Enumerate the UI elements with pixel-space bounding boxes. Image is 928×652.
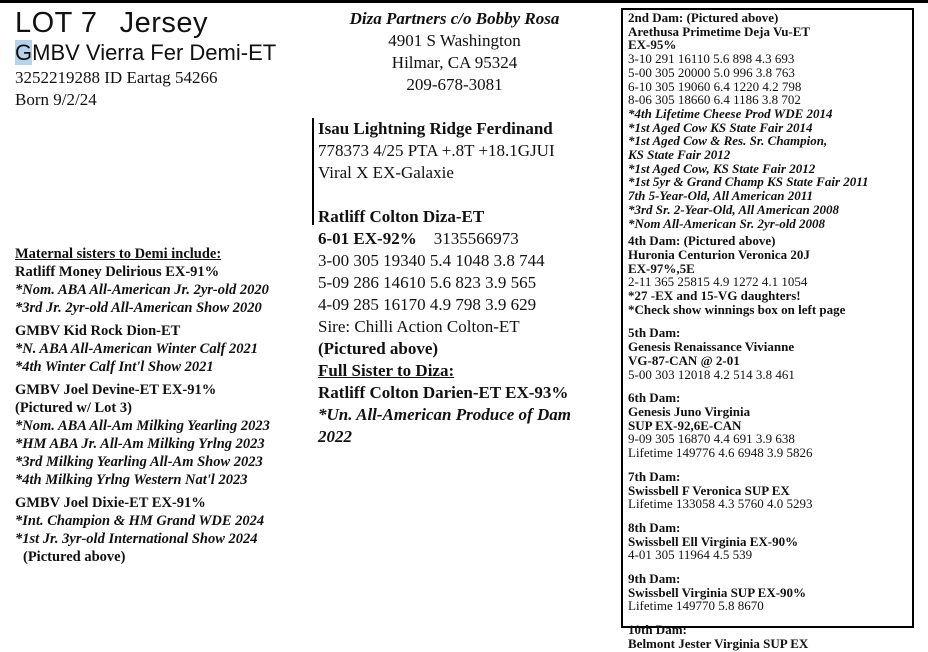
dam2-class: EX-95%: [628, 37, 677, 53]
sister-note: *Int. Champion & HM Grand WDE 2024: [15, 513, 265, 529]
sister-note: *1st Jr. 3yr-old International Show 2024: [15, 531, 258, 547]
dam7-name: Swissbell F Veronica SUP EX: [628, 482, 790, 498]
owner-phone: 209-678-3081: [406, 75, 503, 94]
animal-name: GMBV Vierra Fer Demi-ET: [15, 40, 277, 65]
owner-street: 4901 S Washington: [388, 31, 521, 50]
sister-note: *HM ABA Jr. All-Am Milking Yrlng 2023: [15, 436, 265, 452]
dam5-heading: 5th Dam:: [628, 325, 681, 341]
lot-label: LOT 7: [15, 7, 98, 39]
full-sister-note: 2022: [318, 427, 352, 446]
dam2-record: 5-00 305 20000 5.0 996 3.8 763: [628, 64, 795, 80]
dam9-name: Swissbell Virginia SUP EX-90%: [628, 584, 807, 600]
dam-name: Ratliff Colton Diza-ET: [318, 207, 485, 226]
ancestry-list: [628, 11, 869, 651]
dam4-record: 2-11 365 25815 4.9 1272 4.1 1054: [628, 274, 808, 290]
breed-label: Jersey: [119, 7, 208, 39]
dam5-record: 5-00 303 12018 4.2 514 3.8 461: [628, 366, 795, 382]
sister-note: *3rd Milking Yearling All-Am Show 2023: [15, 454, 263, 470]
dam5-class: VG-87-CAN @ 2-01: [628, 352, 740, 368]
dam2-note: *3rd Sr. 2-Year-Old, All American 2008: [628, 201, 840, 217]
dam10-name: Belmont Jester Virginia SUP EX: [628, 635, 809, 651]
sire-block: [318, 118, 555, 184]
dam2-note: *1st 5yr & Grand Champ KS State Fair 2011: [628, 174, 869, 190]
dam2-record: 8-06 305 18660 6.4 1186 3.8 702: [628, 92, 801, 108]
dam2-record: 3-10 291 16110 5.6 898 4.3 693: [628, 51, 795, 67]
top-rule: [0, 0, 928, 3]
dam-sire: Sire: Chilli Action Colton-ET: [318, 317, 520, 336]
dam8-heading: 8th Dam:: [628, 519, 681, 535]
sister-name: GMBV Joel Devine-ET EX-91%: [15, 382, 217, 398]
full-sister-name: Ratliff Colton Darien-ET EX-93%: [318, 383, 569, 402]
dam6-name: Genesis Juno Virginia: [628, 403, 751, 419]
dam-block: [318, 206, 571, 448]
birth-date: Born 9/2/24: [15, 90, 97, 109]
dam8-record: 4-01 305 11964 4.5 539: [628, 547, 753, 563]
sister-note: *N. ABA All-American Winter Calf 2021: [15, 341, 259, 357]
dam2-heading: 2nd Dam: (Pictured above): [628, 10, 779, 25]
sister-name: Ratliff Money Delirious EX-91%: [15, 264, 220, 280]
dam2-note: 7th 5-Year-Old, All American 2011: [628, 188, 814, 204]
dam2-note: *1st Aged Cow KS State Fair 2014: [628, 119, 813, 135]
sister-note: *Nom. ABA All-American Jr. 2yr-old 2020: [15, 282, 269, 298]
dam2-record: 6-10 305 19060 6.4 1220 4.2 798: [628, 78, 802, 94]
dam6-class: SUP EX-92,6E-CAN: [628, 417, 742, 433]
sisters-heading: Maternal sisters to Demi include:: [15, 246, 222, 262]
sister-note: *4th Milking Yrlng Western Nat'l 2023: [15, 472, 248, 488]
dam10-heading: 10th Dam:: [628, 622, 687, 638]
dam2-note: *4th Lifetime Cheese Prod WDE 2014: [628, 105, 833, 121]
sister-name: GMBV Joel Dixie-ET EX-91%: [15, 495, 206, 511]
dam7-lifetime: Lifetime 133058 4.3 5760 4.0 5293: [628, 496, 813, 512]
sister-sub: (Pictured w/ Lot 3): [15, 400, 132, 416]
dam4-name: Huronia Centurion Veronica 20J: [628, 246, 810, 262]
owner-name: Diza Partners c/o Bobby Rosa: [349, 9, 560, 28]
dam2-note: *Nom All-American Sr. 2yr-old 2008: [628, 215, 826, 231]
dam4-heading: 4th Dam: (Pictured above): [628, 233, 776, 249]
sister-note: *4th Winter Calf Int'l Show 2021: [15, 359, 214, 375]
dam4-note: *27 -EX and 15-VG daughters!: [628, 288, 801, 304]
owner-city: Hilmar, CA 95324: [391, 53, 518, 72]
full-sister-heading: Full Sister to Diza:: [318, 361, 455, 380]
dam8-name: Swissbell Ell Virginia EX-90%: [628, 533, 799, 549]
sire-info: 778373 4/25 PTA +.8T +18.1GJUI: [318, 141, 555, 160]
dam5-name: Genesis Renaissance Vivianne: [628, 339, 795, 355]
lot-title: [15, 7, 208, 40]
dam4-class: EX-97%,5E: [628, 260, 695, 276]
dam7-heading: 7th Dam:: [628, 468, 681, 484]
dam-pictured: (Pictured above): [318, 339, 439, 358]
dam-reg: 3135566973: [433, 229, 519, 248]
sister-name: GMBV Kid Rock Dion-ET: [15, 323, 181, 339]
sister-tail: (Pictured above): [23, 549, 126, 565]
pedigree-bracket: [312, 118, 314, 225]
text-selection-highlight: G: [15, 40, 33, 65]
dam-record: 3-00 305 19340 5.4 1048 3.8 744: [318, 251, 545, 270]
sister-note: *3rd Jr. 2yr-old All-American Show 2020: [15, 300, 262, 316]
sire-name: Isau Lightning Ridge Ferdinand: [318, 119, 553, 138]
registration-line: 3252219288 ID Eartag 54266: [15, 68, 218, 87]
sire-pedigree: Viral X EX-Galaxie: [318, 163, 454, 182]
dam9-heading: 9th Dam:: [628, 571, 681, 587]
dam9-lifetime: Lifetime 149770 5.8 8670: [628, 598, 764, 614]
dam2-note: KS State Fair 2012: [628, 147, 731, 163]
dam2-note: *1st Aged Cow, KS State Fair 2012: [628, 160, 816, 176]
dam6-heading: 6th Dam:: [628, 390, 681, 406]
full-sister-note: *Un. All-American Produce of Dam: [318, 405, 571, 424]
dam6-record: 9-09 305 16870 4.4 691 3.9 638: [628, 431, 795, 447]
owner-block: [312, 8, 597, 96]
dam6-lifetime: Lifetime 149776 4.6 6948 3.9 5826: [628, 445, 813, 461]
dam-record: 4-09 285 16170 4.9 798 3.9 629: [318, 295, 537, 314]
dam2-note: *1st Aged Cow & Res. Sr. Champion,: [628, 133, 828, 149]
dam4-note: *Check show winnings box on left page: [628, 301, 846, 317]
dam-record: 5-09 286 14610 5.6 823 3.9 565: [318, 273, 537, 292]
sister-note: *Nom. ABA All-Am Milking Yearling 2023: [15, 418, 270, 434]
dam-class: 6-01 EX-92%: [318, 229, 417, 248]
dam2-name: Arethusa Primetime Deja Vu-ET: [628, 23, 811, 39]
maternal-sisters: [15, 245, 270, 566]
